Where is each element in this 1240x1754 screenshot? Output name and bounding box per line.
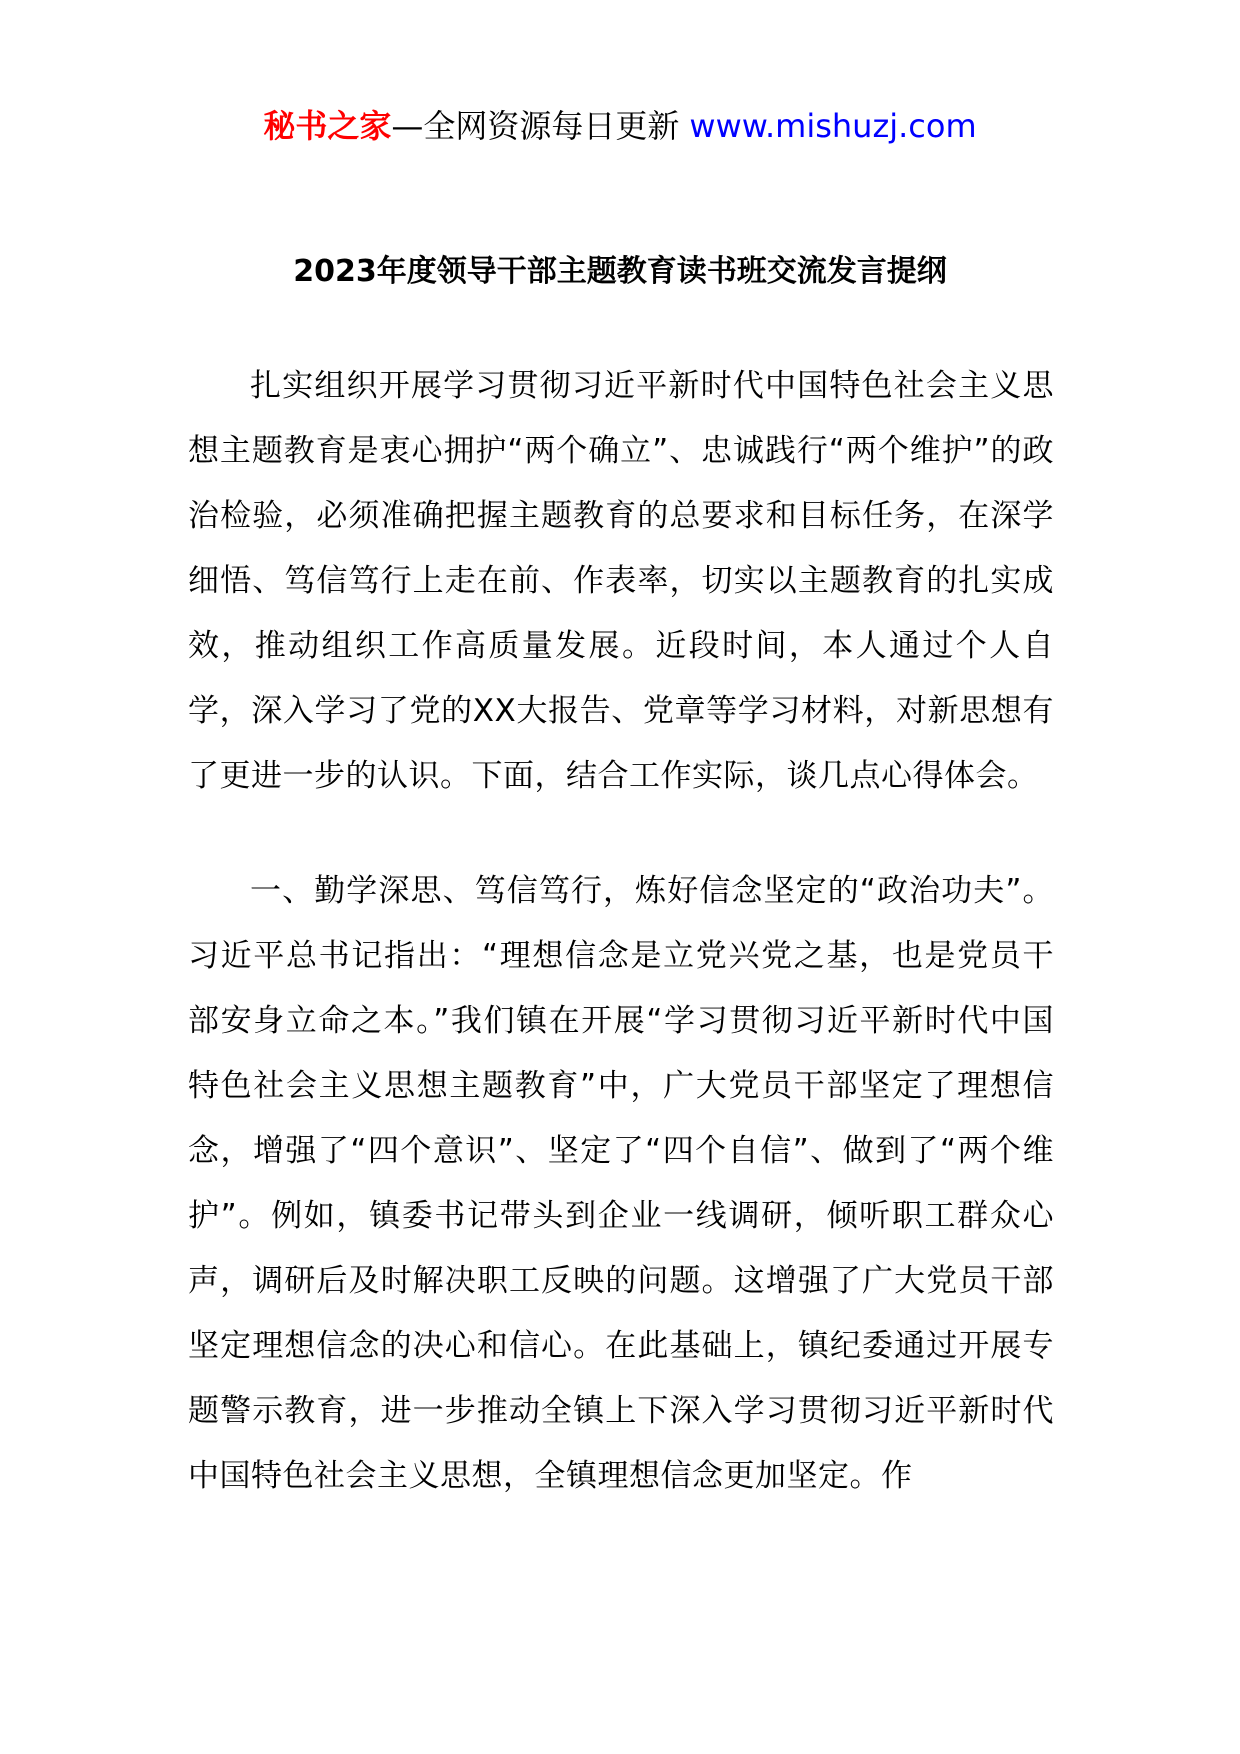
site-slogan: —全网资源每日更新 <box>391 107 680 145</box>
document-body <box>188 354 1054 1509</box>
site-brand[interactable]: 秘书之家 <box>263 107 392 145</box>
paragraph-intro: 扎实组织开展学习贯彻习近平新时代中国特色社会主义思想主题教育是衷心拥护“两个确立”、忠诚践行“两个维护”的政治检验，必须准确把握主题教育的总要求和目标任务，在深学细悟、笃信笃行上走在前、作表率，切实以主题教育的扎实成效，推动组织工作高质量发展。近段时间，本人通过个人自学，深入学习了党的XX大报告、党章等学习材料，对新思想有了更进一步的认识。下面，结合工作实际，谈几点心得体会。 <box>188 368 1054 794</box>
site-header <box>0 98 1240 154</box>
paragraph-section-one: 一、勤学深思、笃信笃行，炼好信念坚定的“政治功夫”。习近平总书记指出：“理想信念是立党兴党之基，也是党员干部安身立命之本。”我们镇在开展“学习贯彻习近平新时代中国特色社会主义思想主题教育”中，广大党员干部坚定了理想信念，增强了“四个意识”、坚定了“四个自信”、做到了“两个维护”。例如，镇委书记带头到企业一线调研，倾听职工群众心声，调研后及时解决职工反映的问题。这增强了广大党员干部坚定理想信念的决心和信心。在此基础上，镇纪委通过开展专题警示教育，进一步推动全镇上下深入学习贯彻习近平新时代中国特色社会主义思想，全镇理想信念更加坚定。作 <box>188 873 1054 1494</box>
document-title: 2023年度领导干部主题教育读书班交流发言提纲 <box>293 254 947 289</box>
site-url-link[interactable]: www.mishuzj.com <box>689 107 977 145</box>
